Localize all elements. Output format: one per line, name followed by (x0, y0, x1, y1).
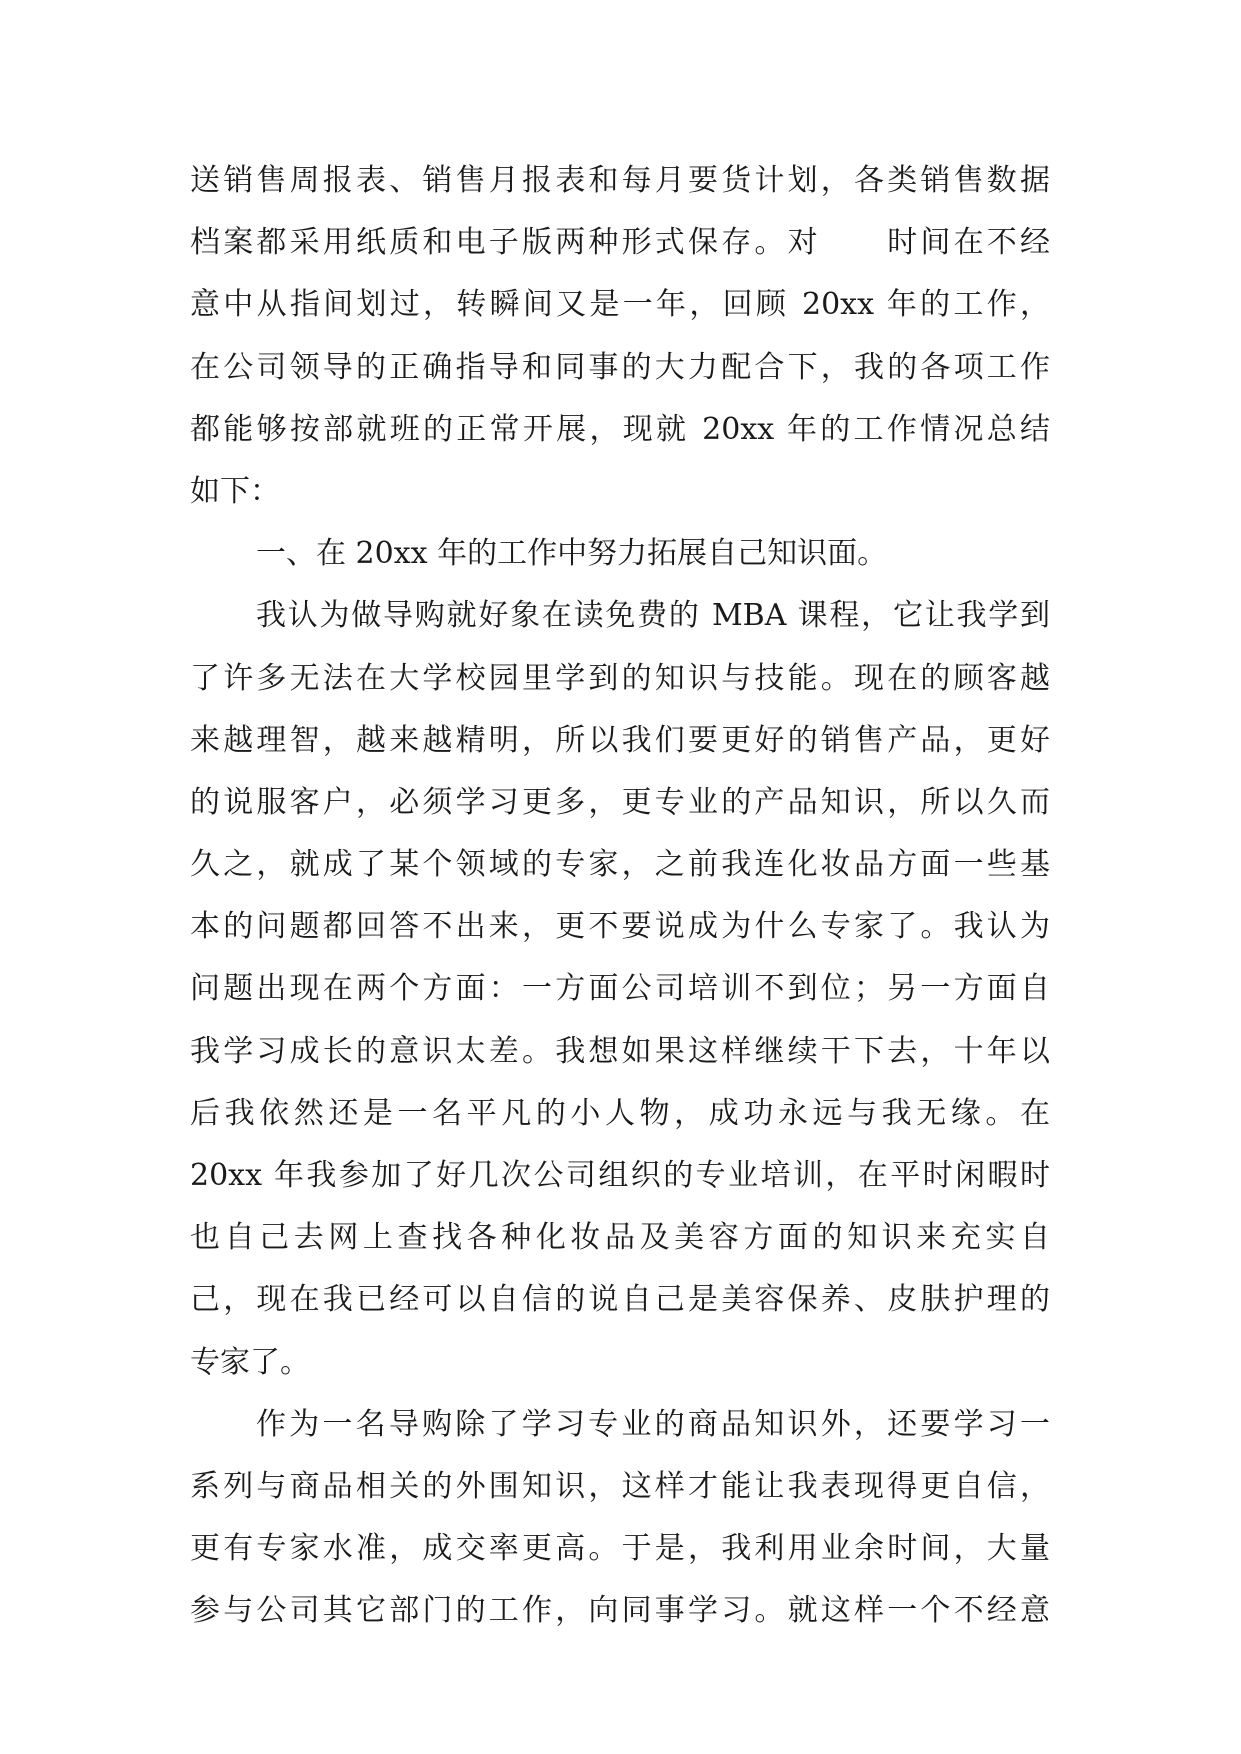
text-line: 我认为做导购就好象在读免费的 MBA 课程，它让我学到 (256, 598, 1050, 634)
text-line: 更有专家水准，成交率更高。于是，我利用业余时间，大量 (190, 1531, 1050, 1567)
text-line: 问题出现在两个方面：一方面公司培训不到位；另一方面自 (190, 971, 1050, 1007)
text-line: 专家了。 (190, 1344, 310, 1380)
text-line: 本的问题都回答不出来，更不要说成为什么专家了。我认为 (190, 909, 1050, 945)
text-line: 送销售周报表、销售月报表和每月要货计划，各类销售数据 (190, 163, 1050, 198)
text-line: 意中从指间划过，转瞬间又是一年，回顾 20xx 年的工作， (190, 287, 1050, 323)
text-line: 档案都采用纸质和电子版两种形式保存。对 时间在不经 (190, 225, 1050, 261)
text-line: 了许多无法在大学校园里学到的知识与技能。现在的顾客越 (190, 660, 1050, 696)
text-line: 20xx 年我参加了好几次公司组织的专业培训，在平时闲暇时 (190, 1158, 1050, 1193)
text-line: 我学习成长的意识太差。我想如果这样继续干下去，十年以 (190, 1033, 1050, 1069)
text-line: 参与公司其它部门的工作，向同事学习。就这样一个不经意 (190, 1593, 1050, 1629)
text-line: 都能够按部就班的正常开展，现就 20xx 年的工作情况总结 (190, 411, 1050, 447)
document-body (190, 150, 1050, 1643)
text-line: 如下： (190, 473, 280, 509)
text-line: 作为一名导购除了学习专业的商品知识外，还要学习一 (256, 1406, 1050, 1442)
text-line: 系列与商品相关的外围知识，这样才能让我表现得更自信， (190, 1468, 1050, 1504)
text-line: 的说服客户，必须学习更多，更专业的产品知识，所以久而 (190, 784, 1050, 820)
text-line: 久之，就成了某个领域的专家，之前我连化妆品方面一些基 (190, 847, 1050, 883)
text-line: 也自己去网上查找各种化妆品及美容方面的知识来充实自 (190, 1220, 1050, 1256)
text-line: 来越理智，越来越精明，所以我们要更好的销售产品，更好 (190, 722, 1050, 758)
text-line: 后我依然还是一名平凡的小人物，成功永远与我无缘。在 (190, 1095, 1050, 1131)
text-line: 己，现在我已经可以自信的说自己是美容保养、皮肤护理的 (190, 1282, 1050, 1318)
text-line: 在公司领导的正确指导和同事的大力配合下，我的各项工作 (190, 349, 1050, 385)
section-heading: 一、在 20xx 年的工作中努力拓展自己知识面。 (256, 536, 888, 572)
